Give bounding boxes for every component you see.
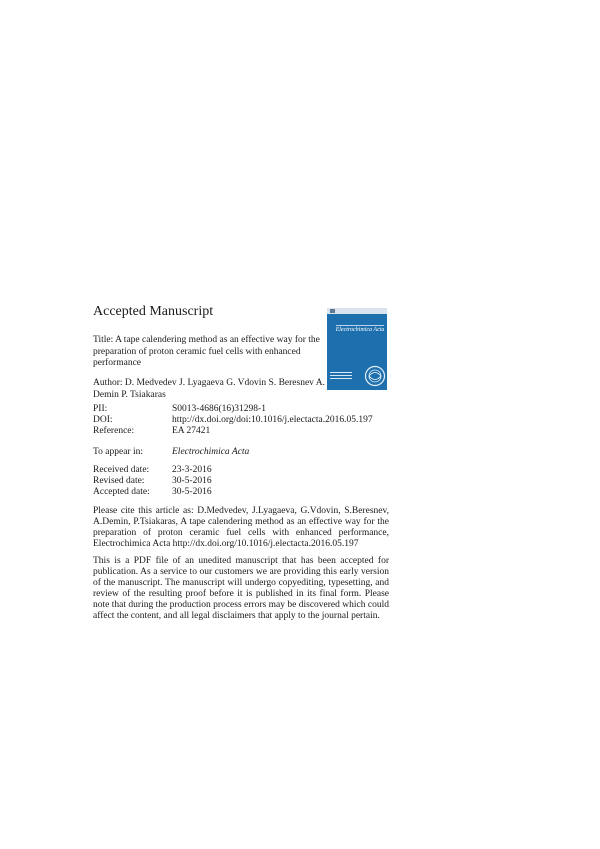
accepted-date-value: 30-5-2016: [172, 487, 212, 497]
cover-tagline-rule: [336, 325, 384, 326]
cover-emblem-icon: [364, 365, 386, 387]
appear-label: To appear in:: [93, 447, 143, 457]
revised-date-label: Revised date:: [93, 476, 145, 486]
reference-value: EA 27421: [172, 426, 211, 436]
pii-value: S0013-4686(16)31298-1: [172, 404, 266, 414]
received-date-value: 23-3-2016: [172, 465, 212, 475]
received-date-label: Received date:: [93, 465, 150, 475]
publisher-logo-icon: [330, 309, 335, 313]
disclaimer-paragraph: This is a PDF file of an unedited manuscript that has been accepted for publication. As a service to our customers we are providing this early version of the manuscript. The manuscript will undergo copyediting, typesetting, and review of the resulting proof before it is published in its final form. Please note that during the production process errors may be discovered which could affect the content, and all legal disclaimers that apply to the journal pertain.: [93, 556, 389, 621]
appear-journal: Electrochimica Acta: [172, 447, 250, 457]
pii-label: PII:: [93, 404, 108, 414]
journal-cover-thumbnail: [327, 308, 387, 390]
doi-label: DOI:: [93, 415, 113, 425]
accepted-date-label: Accepted date:: [93, 487, 150, 497]
cover-text-lines: [330, 372, 352, 381]
cover-journal-title: Electrochimica Acta: [335, 327, 385, 333]
doi-link[interactable]: http://dx.doi.org/doi:10.1016/j.electacta.2016.05.197: [172, 415, 373, 425]
cover-header-band: [327, 308, 387, 314]
reference-label: Reference:: [93, 426, 135, 436]
citation-paragraph: Please cite this article as: D.Medvedev, J.Lyagaeva, G.Vdovin, S.Beresnev, A.Demin, P.Tsiakaras, A tape calendering method as an effective way for the preparation of proton ceramic fuel cells with enhanced performance, Electrochimica Acta http://dx.doi.org/10.1016/j.electacta.2016.05.197: [93, 506, 389, 549]
manuscript-heading: Accepted Manuscript: [93, 304, 214, 319]
article-title: Title: A tape calendering method as an effective way for the preparation of proton ceramic fuel cells with enhanced performance: [93, 335, 320, 368]
revised-date-value: 30-5-2016: [172, 476, 212, 486]
article-authors: Author: D. Medvedev J. Lyagaeva G. Vdovin S. Beresnev A. Demin P. Tsiakaras: [93, 378, 326, 400]
